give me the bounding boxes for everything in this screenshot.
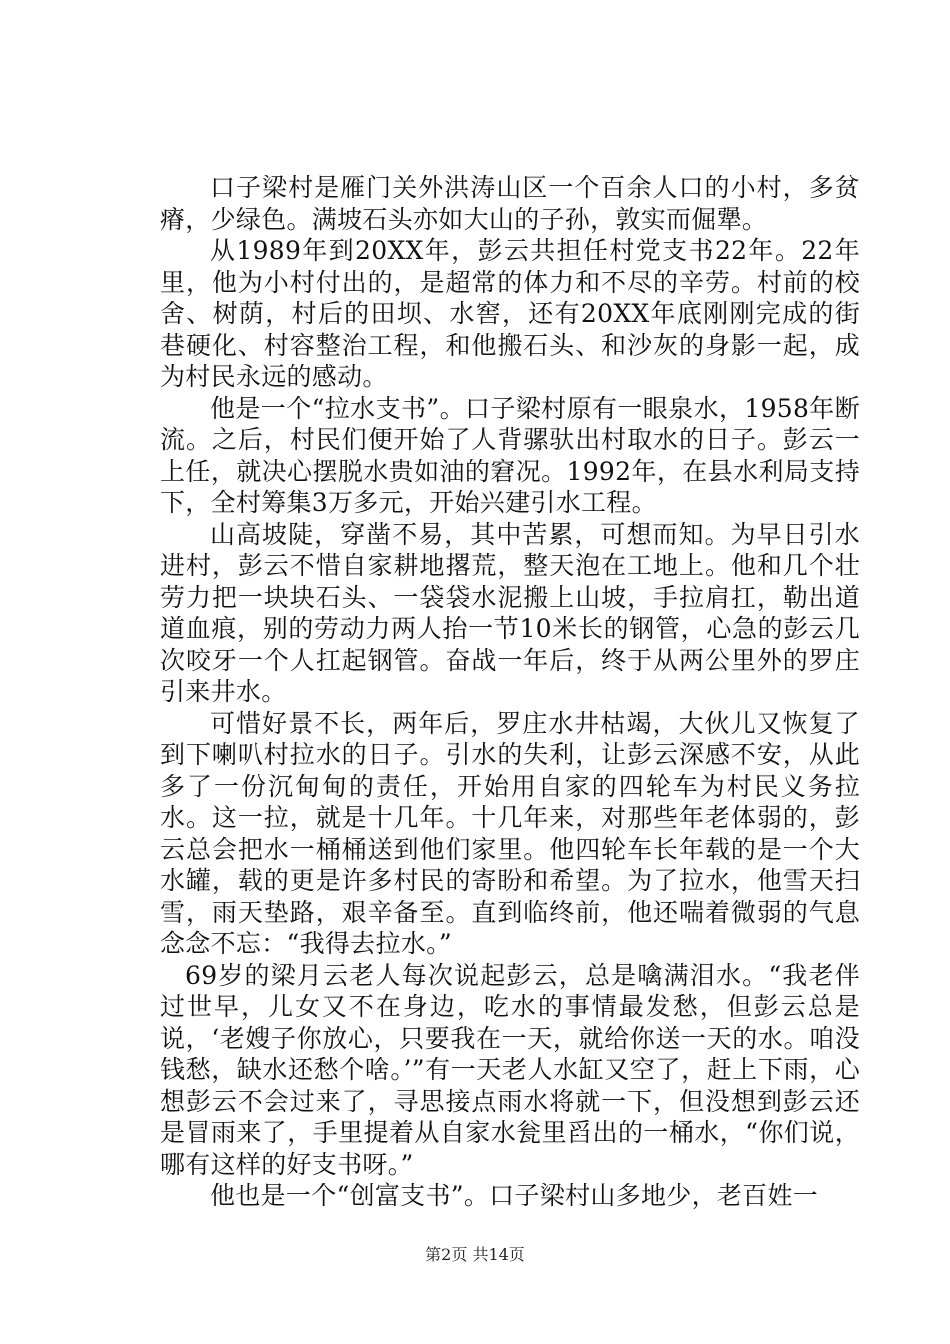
paragraph-4: 山高坡陡，穿凿不易，其中苦累，可想而知。为早日引水进村，彭云不惜自家耕地撂荒，整天泡在工地上。他和几个壮劳力把一块块石头、一袋袋水泥搬上山坡，手拉肩扛，勒出道道血痕，别的劳动力两人抬一节10米长的钢管，心急的彭云几次咬牙一个人扛起钢管。奋战一年后，终于从两公里外的罗庄引来井水。 xyxy=(160,519,860,706)
document-body xyxy=(160,172,860,1212)
paragraph-3: 他是一个“拉水支书”。口子梁村原有一眼泉水，1958年断流。之后，村民们便开始了人背骡驮出村取水的日子。彭云一上任，就决心摆脱水贵如油的窘况。1992年，在县水利局支持下，全村筹集3万多元，开始兴建引水工程。 xyxy=(160,393,860,517)
paragraph-1: 口子梁村是雁门关外洪涛山区一个百余人口的小村，多贫瘠，少绿色。满坡石头亦如大山的子孙，敦实而倔犟。 xyxy=(160,173,860,234)
paragraph-5: 可惜好景不长，两年后，罗庄水井枯竭，大伙儿又恢复了到下喇叭村拉水的日子。引水的失利，让彭云深感不安，从此多了一份沉甸甸的责任，开始用自家的四轮车为村民义务拉水。这一拉，就是十几年。十几年来，对那些年老体弱的，彭云总会把水一桶桶送到他们家里。他四轮车长年载的是一个大水罐，载的更是许多村民的寄盼和希望。为了拉水，他雪天扫雪，雨天垫路，艰辛备至。直到临终前，他还喘着微弱的气息念念不忘：“我得去拉水。” xyxy=(160,708,860,958)
paragraph-6: 69岁的梁月云老人每次说起彭云，总是噙满泪水。“我老伴过世早，儿女又不在身边，吃水的事情最发愁，但彭云总是说，‘老嫂子你放心，只要我在一天，就给你送一天的水。咱没钱愁，缺水还愁个啥。’”有一天老人水缸又空了，赶上下雨，心想彭云不会过来了，寻思接点雨水将就一下，但没想到彭云还是冒雨来了，手里提着从自家水瓮里舀出的一桶水，“你们说，哪有这样的好支书呀。” xyxy=(160,960,860,1179)
page-footer: 第2页 共14页 xyxy=(425,1245,525,1264)
paragraph-7: 他也是一个“创富支书”。口子梁村山多地少，老百姓一 xyxy=(210,1181,819,1210)
paragraph-2: 从1989年到20XX年，彭云共担任村党支书22年。22年里，他为小村付出的，是超常的体力和不尽的辛劳。村前的校舍、树荫，村后的田坝、水窖，还有20XX年底刚刚完成的街巷硬化、村容整治工程，和他搬石头、和沙灰的身影一起，成为村民永远的感动。 xyxy=(160,236,860,391)
